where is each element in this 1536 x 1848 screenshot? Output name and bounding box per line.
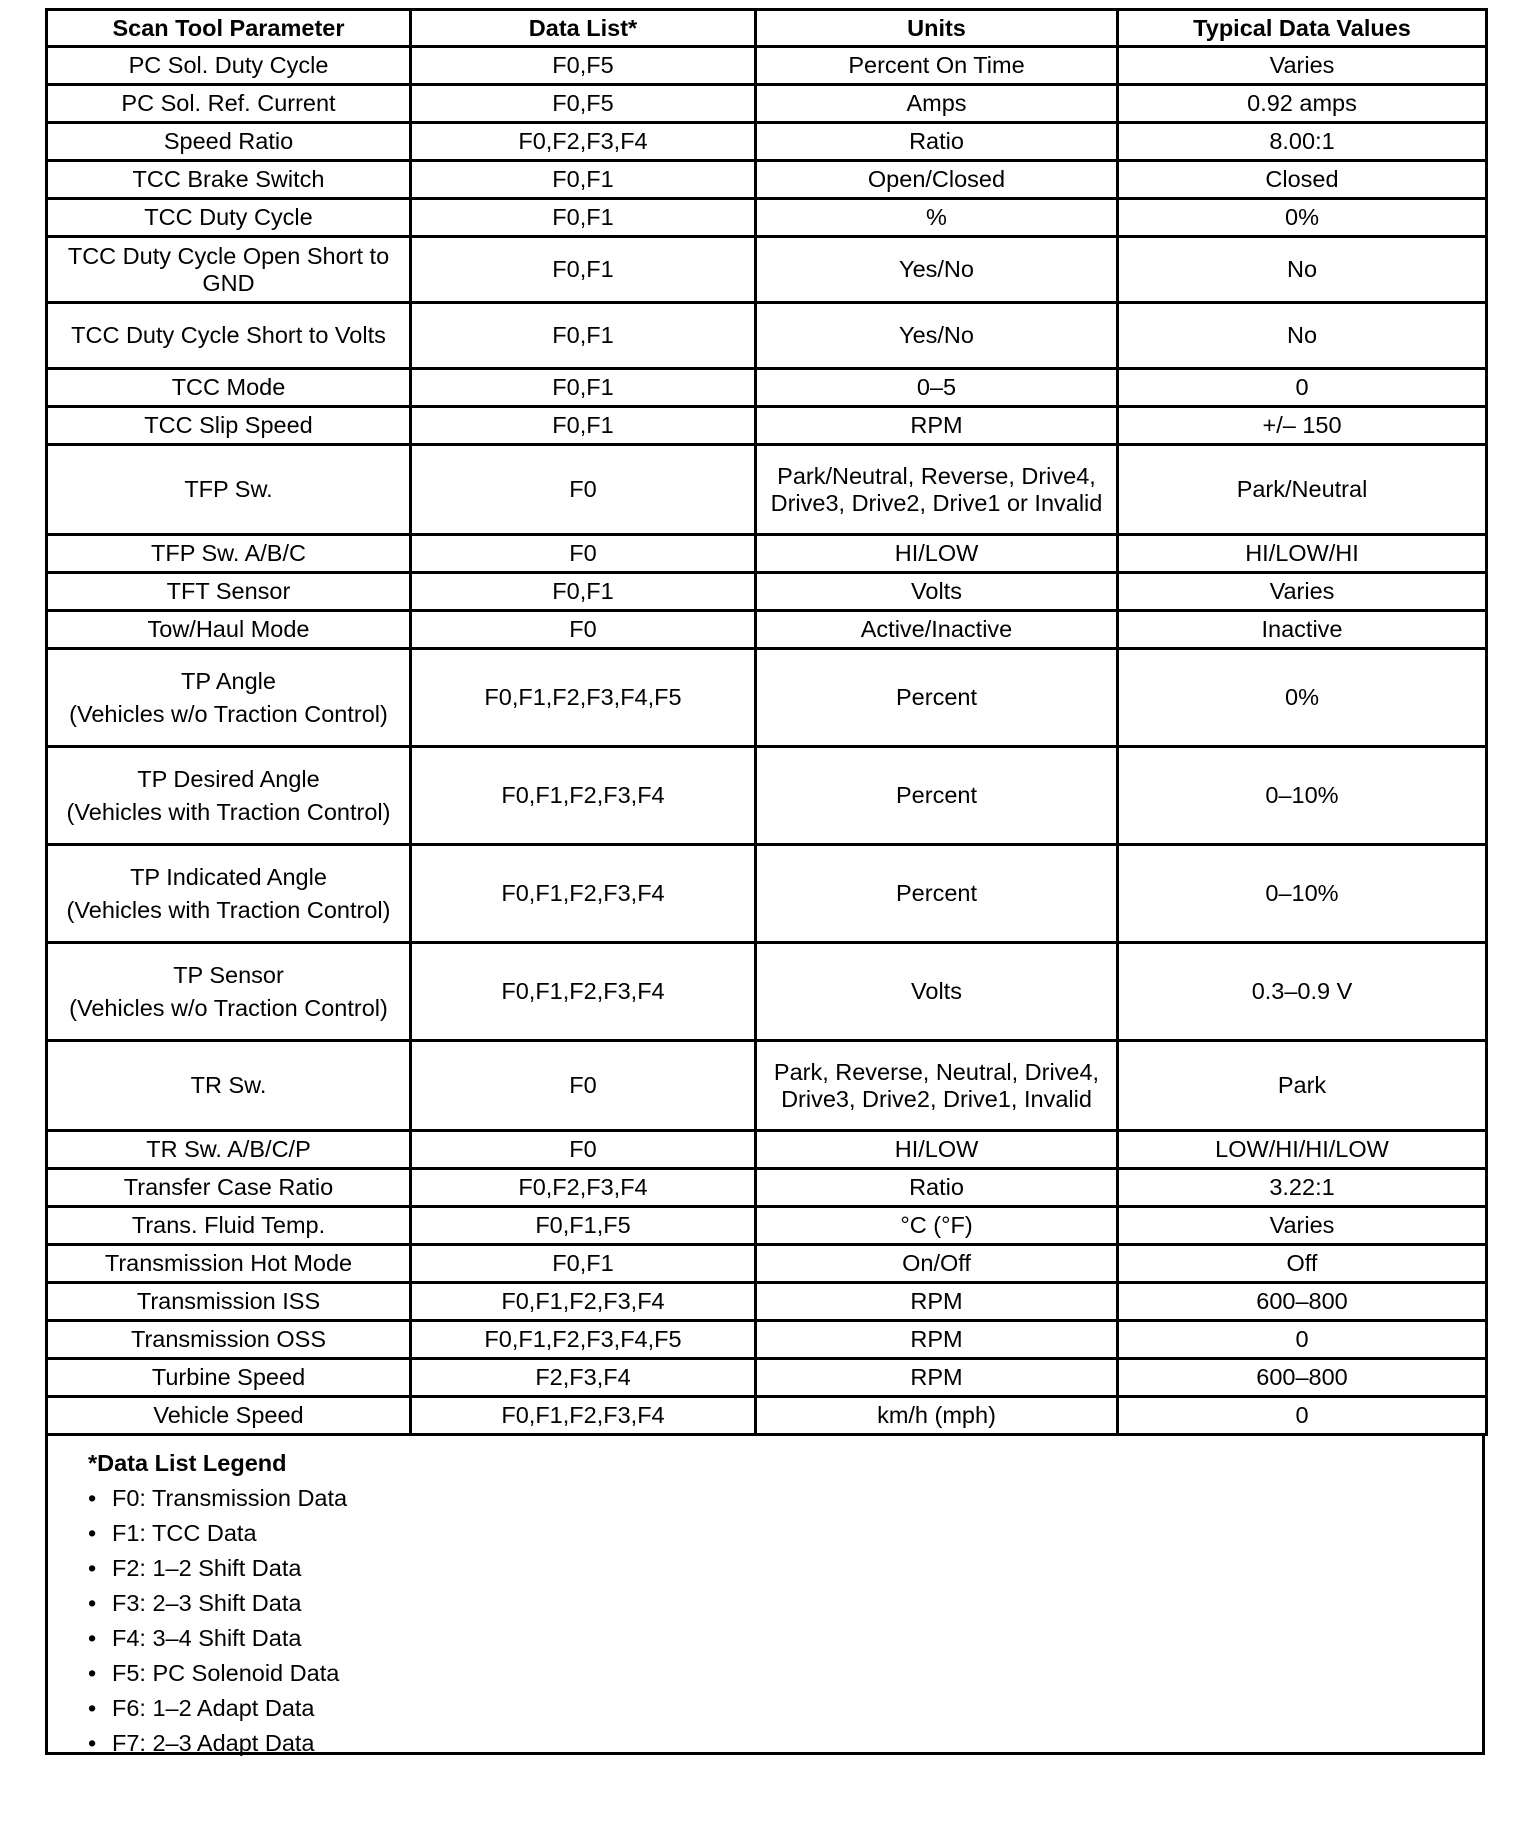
parameter-cell (47, 845, 411, 943)
data-list-cell: F0,F1 (411, 407, 756, 445)
parameter-cell: Transfer Case Ratio (47, 1169, 411, 1207)
legend-item-text: F5: PC Solenoid Data (112, 1660, 340, 1686)
legend-list (88, 1481, 1482, 1761)
data-list-cell: F0,F1,F2,F3,F4 (411, 1283, 756, 1321)
parameter-name: TP Angle (181, 667, 276, 694)
units-cell: Park/Neutral, Reverse, Drive4, Drive3, Drive2, Drive1 or Invalid (756, 445, 1118, 535)
bullet-icon: • (88, 1590, 97, 1616)
legend-item (88, 1656, 1482, 1691)
units-cell: RPM (756, 407, 1118, 445)
legend-item (88, 1586, 1482, 1621)
typical-value-cell: 0 (1118, 1321, 1487, 1359)
table-row (47, 237, 1487, 303)
typical-value-cell: 0.3–0.9 V (1118, 943, 1487, 1041)
units-cell: km/h (mph) (756, 1397, 1118, 1435)
units-cell: Volts (756, 943, 1118, 1041)
bullet-icon: • (88, 1485, 97, 1511)
header-data-list: Data List* (411, 10, 756, 47)
typical-value-cell: 0% (1118, 199, 1487, 237)
table-row (47, 1359, 1487, 1397)
table-row (47, 1283, 1487, 1321)
typical-value-cell: Varies (1118, 47, 1487, 85)
parameter-cell: TCC Duty Cycle Short to Volts (47, 303, 411, 369)
table-row (47, 303, 1487, 369)
parameter-cell: TCC Slip Speed (47, 407, 411, 445)
data-list-cell: F2,F3,F4 (411, 1359, 756, 1397)
parameter-cell: TR Sw. (47, 1041, 411, 1131)
bullet-icon: • (88, 1625, 97, 1651)
parameter-cell: TFP Sw. A/B/C (47, 535, 411, 573)
typical-value-cell: 0 (1118, 369, 1487, 407)
parameter-cell (47, 747, 411, 845)
units-cell: RPM (756, 1321, 1118, 1359)
units-cell: On/Off (756, 1245, 1118, 1283)
units-cell: Park, Reverse, Neutral, Drive4, Drive3, Drive2, Drive1, Invalid (756, 1041, 1118, 1131)
parameter-cell: TCC Duty Cycle Open Short to GND (47, 237, 411, 303)
bullet-icon: • (88, 1660, 97, 1686)
parameter-cell: TFT Sensor (47, 573, 411, 611)
legend-item (88, 1691, 1482, 1726)
data-list-cell: F0 (411, 1131, 756, 1169)
units-cell: HI/LOW (756, 535, 1118, 573)
units-cell: Ratio (756, 1169, 1118, 1207)
parameter-cell: TCC Mode (47, 369, 411, 407)
table-row (47, 445, 1487, 535)
parameter-cell: Transmission Hot Mode (47, 1245, 411, 1283)
parameter-name: TP Desired Angle (137, 765, 320, 792)
units-cell: Percent On Time (756, 47, 1118, 85)
typical-value-cell: No (1118, 303, 1487, 369)
data-list-cell: F0,F1,F2,F3,F4,F5 (411, 649, 756, 747)
table-row (47, 1397, 1487, 1435)
parameter-cell (47, 649, 411, 747)
table-row (47, 573, 1487, 611)
parameter-cell: Speed Ratio (47, 123, 411, 161)
bullet-icon: • (88, 1695, 97, 1721)
legend-item (88, 1621, 1482, 1656)
parameter-cell: Transmission ISS (47, 1283, 411, 1321)
data-list-cell: F0,F1,F2,F3,F4 (411, 747, 756, 845)
data-list-cell: F0,F1,F5 (411, 1207, 756, 1245)
data-list-cell: F0,F1,F2,F3,F4 (411, 1397, 756, 1435)
typical-value-cell: 8.00:1 (1118, 123, 1487, 161)
typical-value-cell: LOW/HI/HI/LOW (1118, 1131, 1487, 1169)
data-list-cell: F0,F5 (411, 47, 756, 85)
legend-item (88, 1481, 1482, 1516)
legend-item-text: F4: 3–4 Shift Data (112, 1625, 302, 1651)
data-list-cell: F0,F1 (411, 161, 756, 199)
data-list-cell: F0,F1 (411, 573, 756, 611)
table-row (47, 199, 1487, 237)
data-list-cell: F0,F2,F3,F4 (411, 1169, 756, 1207)
typical-value-cell: 600–800 (1118, 1359, 1487, 1397)
table-row (47, 649, 1487, 747)
table-row (47, 123, 1487, 161)
header-scan-tool-parameter: Scan Tool Parameter (47, 10, 411, 47)
units-cell: HI/LOW (756, 1131, 1118, 1169)
table-row (47, 85, 1487, 123)
typical-value-cell: Varies (1118, 573, 1487, 611)
data-list-cell: F0,F1,F2,F3,F4,F5 (411, 1321, 756, 1359)
parameter-cell: Turbine Speed (47, 1359, 411, 1397)
units-cell: Open/Closed (756, 161, 1118, 199)
parameter-note: (Vehicles with Traction Control) (66, 798, 391, 825)
legend-item-text: F1: TCC Data (112, 1520, 257, 1546)
bullet-icon: • (88, 1730, 97, 1756)
typical-value-cell: 0–10% (1118, 845, 1487, 943)
legend-item-text: F3: 2–3 Shift Data (112, 1590, 302, 1616)
data-list-cell: F0,F1,F2,F3,F4 (411, 943, 756, 1041)
header-typical-data-values: Typical Data Values (1118, 10, 1487, 47)
legend-title: *Data List Legend (88, 1450, 287, 1476)
legend-item-text: F7: 2–3 Adapt Data (112, 1730, 315, 1756)
data-list-cell: F0 (411, 535, 756, 573)
units-cell: °C (°F) (756, 1207, 1118, 1245)
typical-value-cell: Park/Neutral (1118, 445, 1487, 535)
parameter-cell: TFP Sw. (47, 445, 411, 535)
data-list-cell: F0 (411, 445, 756, 535)
parameter-name: TP Sensor (173, 961, 284, 988)
typical-value-cell: 0.92 amps (1118, 85, 1487, 123)
table-row (47, 1245, 1487, 1283)
parameter-cell (47, 943, 411, 1041)
units-cell: Percent (756, 845, 1118, 943)
legend-item (88, 1726, 1482, 1761)
typical-value-cell: 0 (1118, 1397, 1487, 1435)
data-list-cell: F0,F1 (411, 369, 756, 407)
parameter-cell: PC Sol. Duty Cycle (47, 47, 411, 85)
legend-item-text: F2: 1–2 Shift Data (112, 1555, 302, 1581)
typical-value-cell: Inactive (1118, 611, 1487, 649)
legend-item (88, 1516, 1482, 1551)
data-list-cell: F0,F1 (411, 303, 756, 369)
header-units: Units (756, 10, 1118, 47)
legend-item-text: F0: Transmission Data (112, 1485, 348, 1511)
typical-value-cell: Park (1118, 1041, 1487, 1131)
table-row (47, 1207, 1487, 1245)
bullet-icon: • (88, 1555, 97, 1581)
typical-value-cell: 3.22:1 (1118, 1169, 1487, 1207)
table-row (47, 161, 1487, 199)
typical-value-cell: +/– 150 (1118, 407, 1487, 445)
table-row (47, 535, 1487, 573)
table-row (47, 747, 1487, 845)
typical-value-cell: 0% (1118, 649, 1487, 747)
units-cell: Percent (756, 747, 1118, 845)
parameter-cell: TCC Brake Switch (47, 161, 411, 199)
typical-value-cell: Off (1118, 1245, 1487, 1283)
data-list-cell: F0,F1,F2,F3,F4 (411, 845, 756, 943)
units-cell: Active/Inactive (756, 611, 1118, 649)
table-row (47, 407, 1487, 445)
units-cell: Volts (756, 573, 1118, 611)
scan-tool-data-sheet (45, 8, 1485, 1755)
scan-tool-data-table (45, 8, 1488, 1436)
typical-value-cell: 0–10% (1118, 747, 1487, 845)
data-list-cell: F0 (411, 1041, 756, 1131)
parameter-cell: Vehicle Speed (47, 1397, 411, 1435)
table-row (47, 1169, 1487, 1207)
data-list-cell: F0,F2,F3,F4 (411, 123, 756, 161)
parameter-name: TP Indicated Angle (130, 863, 327, 890)
table-row (47, 369, 1487, 407)
parameter-cell: Tow/Haul Mode (47, 611, 411, 649)
units-cell: Amps (756, 85, 1118, 123)
typical-value-cell: No (1118, 237, 1487, 303)
data-list-cell: F0,F1 (411, 199, 756, 237)
typical-value-cell: 600–800 (1118, 1283, 1487, 1321)
table-header-row (47, 10, 1487, 47)
units-cell: Percent (756, 649, 1118, 747)
data-list-legend (45, 1436, 1485, 1755)
legend-item (88, 1551, 1482, 1586)
typical-value-cell: Varies (1118, 1207, 1487, 1245)
units-cell: % (756, 199, 1118, 237)
units-cell: Ratio (756, 123, 1118, 161)
typical-value-cell: Closed (1118, 161, 1487, 199)
units-cell: 0–5 (756, 369, 1118, 407)
units-cell: RPM (756, 1359, 1118, 1397)
units-cell: RPM (756, 1283, 1118, 1321)
typical-value-cell: HI/LOW/HI (1118, 535, 1487, 573)
parameter-note: (Vehicles w/o Traction Control) (69, 994, 388, 1021)
table-row (47, 1131, 1487, 1169)
data-list-cell: F0,F1 (411, 1245, 756, 1283)
table-row (47, 943, 1487, 1041)
units-cell: Yes/No (756, 237, 1118, 303)
data-list-cell: F0,F1 (411, 237, 756, 303)
parameter-cell: PC Sol. Ref. Current (47, 85, 411, 123)
parameter-cell: TCC Duty Cycle (47, 199, 411, 237)
units-cell: Yes/No (756, 303, 1118, 369)
data-list-cell: F0 (411, 611, 756, 649)
table-row (47, 611, 1487, 649)
parameter-cell: TR Sw. A/B/C/P (47, 1131, 411, 1169)
bullet-icon: • (88, 1520, 97, 1546)
data-list-cell: F0,F5 (411, 85, 756, 123)
parameter-cell: Transmission OSS (47, 1321, 411, 1359)
table-row (47, 1321, 1487, 1359)
table-row (47, 47, 1487, 85)
parameter-cell: Trans. Fluid Temp. (47, 1207, 411, 1245)
parameter-note: (Vehicles with Traction Control) (66, 896, 391, 923)
table-row (47, 845, 1487, 943)
table-row (47, 1041, 1487, 1131)
legend-item-text: F6: 1–2 Adapt Data (112, 1695, 315, 1721)
parameter-note: (Vehicles w/o Traction Control) (69, 700, 388, 727)
